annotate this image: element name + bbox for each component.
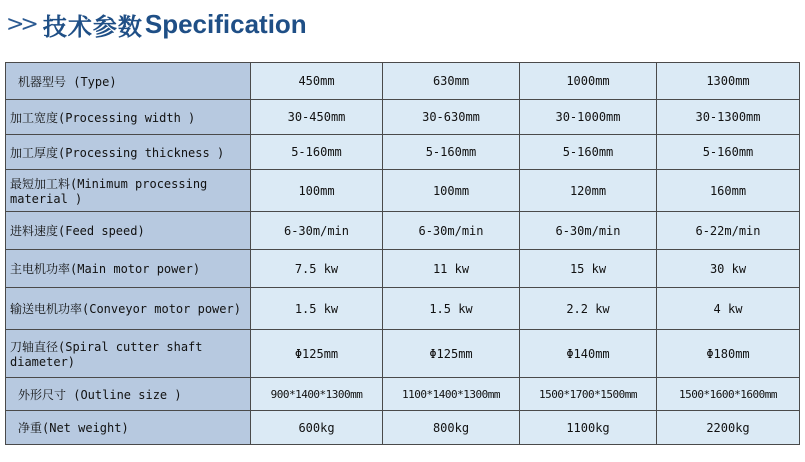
table-cell: 5-160mm [383, 135, 520, 170]
table-cell: 120mm [520, 170, 657, 212]
table-cell: 100mm [251, 170, 383, 212]
table-row-conveyor-motor-power [6, 288, 800, 330]
page-title [6, 6, 307, 42]
row-label-main-motor-power: 主电机功率(Main motor power) [6, 250, 251, 288]
row-label-feed-speed: 进料速度(Feed speed) [6, 212, 251, 250]
table-cell: 1.5 kw [251, 288, 383, 330]
table-cell: 7.5 kw [251, 250, 383, 288]
table-cell: Φ125mm [383, 330, 520, 378]
table-cell: 30-630mm [383, 100, 520, 135]
table-cell: 1500*1700*1500mm [520, 378, 657, 411]
row-label-processing-thickness: 加工厚度(Processing thickness ) [6, 135, 251, 170]
row-label-outline-size: 外形尺寸 (Outline size ) [6, 378, 251, 411]
table-row-feed-speed [6, 212, 800, 250]
row-label-cutter-shaft-diameter: 刀轴直径(Spiral cutter shaft diameter) [6, 330, 251, 378]
table-cell: 100mm [383, 170, 520, 212]
table-row-net-weight [6, 411, 800, 445]
table-cell: 450mm [251, 63, 383, 100]
table-cell: 160mm [657, 170, 800, 212]
table-cell: 1.5 kw [383, 288, 520, 330]
table-cell: 5-160mm [251, 135, 383, 170]
table-cell: 6-30m/min [383, 212, 520, 250]
row-label-processing-width: 加工宽度(Processing width ) [6, 100, 251, 135]
table-row-outline-size [6, 378, 800, 411]
table-row-main-motor-power [6, 250, 800, 288]
table-cell: 15 kw [520, 250, 657, 288]
table-row-processing-thickness [6, 135, 800, 170]
table-cell: 1500*1600*1600mm [657, 378, 800, 411]
table-cell: 5-160mm [657, 135, 800, 170]
table-cell: 1100kg [520, 411, 657, 445]
table-cell: 900*1400*1300mm [251, 378, 383, 411]
title-english: Specification [144, 8, 307, 39]
table-cell: 11 kw [383, 250, 520, 288]
table-cell: 630mm [383, 63, 520, 100]
table-cell: Φ125mm [251, 330, 383, 378]
table-cell: 30 kw [657, 250, 800, 288]
table-cell: 6-30m/min [251, 212, 383, 250]
table-cell: Φ180mm [657, 330, 800, 378]
table-cell: 2.2 kw [520, 288, 657, 330]
table-cell: Φ140mm [520, 330, 657, 378]
specification-table [5, 62, 800, 445]
table-cell: 2200kg [657, 411, 800, 445]
row-label-minimum-material: 最短加工料(Minimum processing material ) [6, 170, 251, 212]
table-cell: 4 kw [657, 288, 800, 330]
title-chinese: 技术参数 [42, 12, 143, 41]
row-label-conveyor-motor-power: 输送电机功率(Conveyor motor power) [6, 288, 251, 330]
table-row-processing-width [6, 100, 800, 135]
table-cell: 1000mm [520, 63, 657, 100]
table-cell: 30-1000mm [520, 100, 657, 135]
table-cell: 1300mm [657, 63, 800, 100]
table-cell: 600kg [251, 411, 383, 445]
table-cell: 6-22m/min [657, 212, 800, 250]
row-label-type: 机器型号 (Type) [6, 63, 251, 100]
table-row-cutter-shaft-diameter [6, 330, 800, 378]
table-cell: 30-450mm [251, 100, 383, 135]
table-cell: 30-1300mm [657, 100, 800, 135]
table-row-type [6, 63, 800, 100]
table-row-minimum-material [6, 170, 800, 212]
table-cell: 1100*1400*1300mm [383, 378, 520, 411]
row-label-net-weight: 净重(Net weight) [6, 411, 251, 445]
double-chevron-icon: >> [6, 11, 35, 37]
table-cell: 5-160mm [520, 135, 657, 170]
table-cell: 800kg [383, 411, 520, 445]
table-cell: 6-30m/min [520, 212, 657, 250]
